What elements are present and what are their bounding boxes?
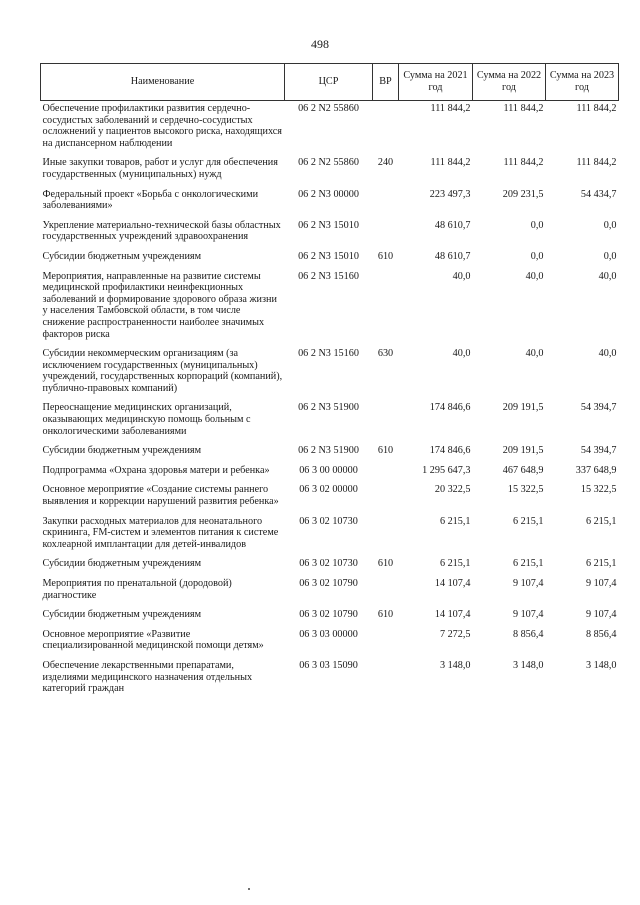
cell-vr xyxy=(373,576,399,607)
cell-sum-2023: 40,0 xyxy=(598,270,617,282)
header-vr: ВР xyxy=(373,64,399,101)
cell-sum-2022: 40,0 xyxy=(525,348,544,360)
cell-sum-2021: 1 295 647,3 xyxy=(422,464,471,476)
cell-csr: 06 2 N2 55860 xyxy=(298,103,359,114)
cell-sum-2022: 40,0 xyxy=(525,270,544,282)
cell-sum-2023: 337 648,9 xyxy=(575,464,617,476)
cell-sum-2022: 209 191,5 xyxy=(502,402,544,414)
cell-vr xyxy=(373,101,399,156)
cell-sum-2022: 3 148,0 xyxy=(512,659,544,671)
cell-vr: 630 xyxy=(377,348,394,360)
cell-sum-2021: 111 844,2 xyxy=(430,103,471,114)
cell-sum-2022: 0,0 xyxy=(530,219,544,231)
budget-table xyxy=(40,63,619,701)
cell-sum-2023: 0,0 xyxy=(603,250,617,262)
cell-sum-2021: 14 107,4 xyxy=(434,578,471,589)
cell-vr xyxy=(373,463,399,483)
table-row xyxy=(41,155,619,186)
header-sum-2022: Сумма на 2022 год xyxy=(473,64,546,101)
cell-csr: 06 2 N3 15160 xyxy=(298,270,359,282)
cell-sum-2023: 3 148,0 xyxy=(585,659,617,671)
cell-csr: 06 3 03 15090 xyxy=(299,659,358,671)
cell-vr xyxy=(373,514,399,557)
cell-sum-2021: 6 215,1 xyxy=(439,558,471,570)
cell-sum-2021: 20 322,5 xyxy=(434,484,471,496)
cell-sum-2023: 40,0 xyxy=(598,348,617,360)
table-row xyxy=(41,607,619,627)
table-row xyxy=(41,400,619,443)
cell-sum-2021: 3 148,0 xyxy=(439,659,471,671)
cell-sum-2021: 14 107,4 xyxy=(434,609,471,621)
cell-vr xyxy=(373,400,399,443)
table-row xyxy=(41,101,619,156)
cell-sum-2021: 7 272,5 xyxy=(439,628,471,640)
cell-name: Иные закупки товаров, работ и услуг для обеспечения государственных (муниципальных) нужд xyxy=(42,157,278,180)
cell-vr: 610 xyxy=(377,609,394,621)
cell-name: Субсидии некоммерческим организациям (за исключением государственных (муниципальных) учреждений, государственных корпораций (компаний), публично-правовых компаний) xyxy=(42,348,283,394)
cell-csr: 06 3 03 00000 xyxy=(299,628,358,640)
cell-name: Закупки расходных материалов для неонатального скрининга, FM-систем и элементов питания к системе кохлеарной имплантации для детей-инвалидов xyxy=(42,515,279,550)
cell-sum-2021: 6 215,1 xyxy=(439,515,471,527)
cell-name: Мероприятия, направленные на развитие системы медицинской профилактики неинфекционных заболеваний и формирование здорового образа жизни у населения Тамбовской области, в том числе снижение распространенности наиболее значимых факторов риска xyxy=(42,270,277,340)
table-row xyxy=(41,218,619,249)
cell-sum-2021: 40,0 xyxy=(452,270,471,282)
cell-csr: 06 3 02 10790 xyxy=(299,578,358,589)
cell-sum-2022: 6 215,1 xyxy=(512,515,544,527)
table-row xyxy=(41,249,619,269)
cell-sum-2022: 111 844,2 xyxy=(503,157,544,169)
page-speck xyxy=(248,888,250,890)
header-name: Наименование xyxy=(41,64,285,101)
cell-name: Субсидии бюджетным учреждениям xyxy=(42,609,202,621)
cell-csr: 06 3 00 00000 xyxy=(299,464,358,476)
cell-sum-2023: 0,0 xyxy=(603,219,617,231)
cell-csr: 06 2 N3 51900 xyxy=(298,445,359,457)
header-sum-2021: Сумма на 2021 год xyxy=(399,64,473,101)
table-row xyxy=(41,627,619,658)
cell-sum-2022: 9 107,4 xyxy=(512,609,544,621)
cell-vr xyxy=(373,658,399,701)
header-sum-2023: Сумма на 2023 год xyxy=(546,64,619,101)
table-row xyxy=(41,463,619,483)
cell-name: Переоснащение медицинских организаций, оказывающих медицинскую помощь больным с онкологическими заболеваниями xyxy=(42,402,251,437)
cell-name: Обеспечение лекарственными препаратами, изделиями медицинского назначения отдельных категорий граждан xyxy=(42,659,253,695)
cell-name: Мероприятия по пренатальной (дородовой) диагностике xyxy=(42,578,232,601)
cell-sum-2023: 9 107,4 xyxy=(585,578,617,589)
cell-sum-2022: 15 322,5 xyxy=(507,484,544,496)
cell-sum-2023: 9 107,4 xyxy=(585,609,617,621)
cell-sum-2022: 0,0 xyxy=(530,250,544,262)
table-row xyxy=(41,556,619,576)
cell-sum-2021: 174 846,6 xyxy=(429,402,471,414)
cell-name: Основное мероприятие «Развитие специализированной медицинской помощи детям» xyxy=(42,628,264,652)
table-header-row xyxy=(41,64,619,101)
cell-vr xyxy=(373,187,399,218)
cell-sum-2021: 174 846,6 xyxy=(429,445,471,457)
cell-name: Субсидии бюджетным учреждениям xyxy=(42,445,202,457)
table-row xyxy=(41,187,619,218)
cell-name: Субсидии бюджетным учреждениям xyxy=(42,250,202,262)
cell-vr xyxy=(373,218,399,249)
cell-sum-2022: 111 844,2 xyxy=(503,103,544,114)
cell-sum-2022: 209 191,5 xyxy=(502,445,544,457)
cell-name: Основное мероприятие «Создание системы раннего выявления и коррекции нарушений развития ребенка» xyxy=(42,484,279,508)
cell-sum-2022: 8 856,4 xyxy=(512,628,544,640)
cell-csr: 06 2 N3 15160 xyxy=(298,348,359,360)
cell-name: Обеспечение профилактики развития сердечно-сосудистых заболеваний и сердечно-сосудистых осложнений у пациентов высокого риска, находящихся на диспансерном наблюдении xyxy=(42,103,282,149)
cell-sum-2021: 48 610,7 xyxy=(434,219,471,231)
cell-sum-2023: 6 215,1 xyxy=(585,558,617,570)
cell-sum-2023: 54 394,7 xyxy=(580,445,617,457)
header-csr: ЦСР xyxy=(285,64,373,101)
cell-csr: 06 2 N3 00000 xyxy=(298,188,359,200)
cell-sum-2022: 209 231,5 xyxy=(502,188,544,200)
cell-csr: 06 2 N3 51900 xyxy=(298,402,359,414)
cell-vr xyxy=(373,269,399,347)
cell-sum-2023: 8 856,4 xyxy=(585,628,617,640)
cell-sum-2022: 467 648,9 xyxy=(502,464,544,476)
cell-vr: 240 xyxy=(377,157,394,169)
table-row xyxy=(41,269,619,347)
table-body xyxy=(41,101,619,701)
cell-sum-2023: 6 215,1 xyxy=(585,515,617,527)
cell-name: Подпрограмма «Охрана здоровья матери и ребенка» xyxy=(42,464,270,476)
cell-sum-2023: 15 322,5 xyxy=(580,484,617,496)
cell-sum-2022: 6 215,1 xyxy=(512,558,544,570)
cell-sum-2023: 111 844,2 xyxy=(576,157,617,169)
cell-vr: 610 xyxy=(377,558,394,570)
cell-name: Субсидии бюджетным учреждениям xyxy=(42,558,202,570)
cell-sum-2023: 54 394,7 xyxy=(580,402,617,414)
cell-vr xyxy=(373,482,399,513)
cell-name: Укрепление материально-технической базы областных государственных учреждений здравоохранения xyxy=(42,219,281,243)
cell-csr: 06 2 N2 55860 xyxy=(298,157,359,169)
table-row xyxy=(41,576,619,607)
cell-sum-2021: 40,0 xyxy=(452,348,471,360)
cell-sum-2023: 111 844,2 xyxy=(576,103,617,114)
cell-csr: 06 2 N3 15010 xyxy=(298,250,359,262)
page-number: 498 xyxy=(311,37,329,51)
cell-vr: 610 xyxy=(377,445,394,457)
cell-csr: 06 3 02 00000 xyxy=(299,484,358,496)
cell-sum-2021: 223 497,3 xyxy=(429,188,471,200)
table-row xyxy=(41,443,619,463)
cell-sum-2021: 111 844,2 xyxy=(430,157,471,169)
table-row xyxy=(41,658,619,701)
cell-vr: 610 xyxy=(377,250,394,262)
cell-csr: 06 3 02 10730 xyxy=(299,558,358,570)
cell-sum-2021: 48 610,7 xyxy=(434,250,471,262)
cell-csr: 06 2 N3 15010 xyxy=(298,219,359,231)
cell-sum-2023: 54 434,7 xyxy=(580,188,617,200)
cell-vr xyxy=(373,627,399,658)
table-row xyxy=(41,346,619,400)
cell-csr: 06 3 02 10790 xyxy=(299,609,358,621)
cell-sum-2022: 9 107,4 xyxy=(512,578,544,589)
table-row xyxy=(41,514,619,557)
cell-csr: 06 3 02 10730 xyxy=(299,515,358,527)
table-row xyxy=(41,482,619,513)
cell-name: Федеральный проект «Борьба с онкологическими заболеваниями» xyxy=(42,188,259,212)
